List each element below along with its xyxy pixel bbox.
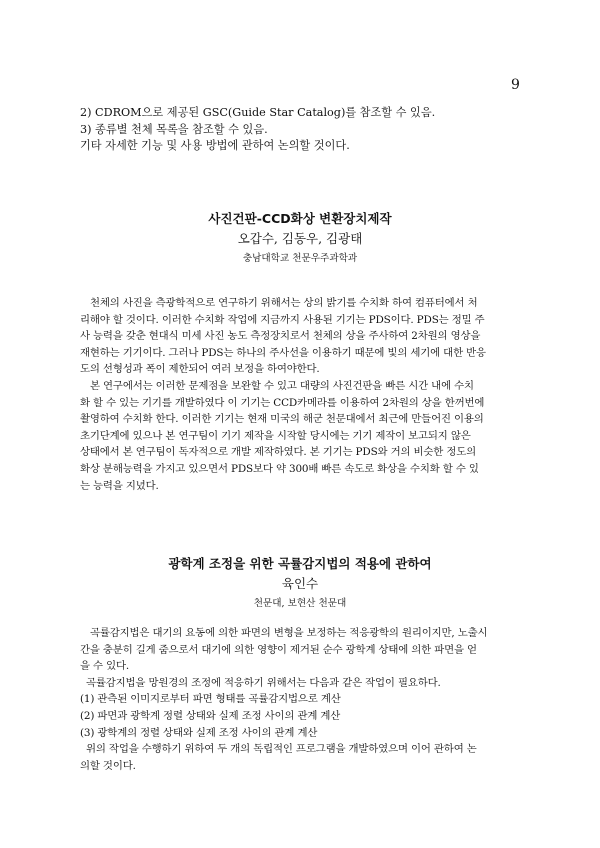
paragraph-line: 초기단계에 있으나 본 연구팀이 기기 제작을 시작할 당시에는 기기 제작이 보고되지 않은	[80, 429, 471, 442]
article-affiliation: 충남대학교 천문우주과학과	[242, 253, 358, 264]
article2-body	[80, 625, 487, 774]
top-list	[80, 105, 435, 155]
paragraph-line: 위의 작업을 수행하기 위하여 두 개의 독립적인 프로그램을 개발하였으며 이어 관하여 논	[86, 743, 477, 756]
paragraph-line: 리해야 할 것이다. 이러한 수치화 작업에 지금까지 사용된 기기는 PDS이다. PDS는 정밀 주	[80, 313, 485, 326]
paragraph-line: 사 능력을 갖춘 현대식 미세 사진 농도 측정장치로서 천체의 상을 주사하여 2차원의 영상을	[80, 330, 481, 343]
paragraph-line: 도의 선형성과 폭이 제한되어 여러 보정을 하여야한다.	[80, 363, 320, 376]
list-item: 3) 종류별 천체 목록을 참조할 수 있음.	[80, 122, 268, 136]
list-item: 2) CDROM으로 제공된 GSC(Guide Star Catalog)를 참조할 수 있음.	[80, 106, 436, 119]
paragraph-line: 천체의 사진을 측광학적으로 연구하기 위해서는 상의 밝기를 수치화 하여 컴퓨터에서 처	[90, 297, 478, 309]
paragraph-line: 의할 것이다.	[80, 759, 136, 772]
paragraph-line: 간을 충분히 길게 줌으로서 대기에 의한 영향이 제거된 순수 광학계 상태에 의한 파면을 얻	[80, 643, 477, 656]
article1-header	[0, 210, 600, 266]
paragraph-line: 곡률감지법은 대기의 요동에 의한 파면의 변형을 보정하는 적응광학의 원리이지만, 노출시	[90, 627, 488, 639]
paragraph-line: 본 연구에서는 이러한 문제점을 보완할 수 있고 대량의 사진건판을 빠른 시간 내에 수치	[90, 379, 474, 392]
list-item: 기타 자세한 기능 및 사용 방법에 관하여 논의할 것이다.	[80, 139, 350, 153]
article-authors: 오갑수, 김동우, 김광태	[237, 231, 363, 246]
paragraph-line: 곡률감지법을 망원경의 조정에 적응하기 위해서는 다음과 같은 작업이 필요하다.	[86, 676, 441, 689]
paragraph-line: 을 수 있다.	[80, 660, 130, 673]
paragraph-line: (2) 파면과 광학계 정렬 상태와 실제 조정 사이의 관계 계산	[80, 709, 341, 722]
paragraph-line: 화 할 수 있는 기기를 개발하였다 이 기기는 CCD카메라를 이용하여 2차원의 상을 한꺼번에	[80, 396, 485, 409]
page-number: 9	[511, 77, 520, 93]
paragraph-line: 는 능력을 지녔다.	[80, 479, 159, 492]
paragraph-line: (3) 광학계의 정렬 상태와 실제 조정 사이의 관계 계산	[80, 726, 318, 739]
paragraph-line: 화상 분해능력을 가지고 있으면서 PDS보다 약 300배 빠른 속도로 화상을 수치화 할 수 있	[80, 462, 479, 475]
article-title: 사진건판-CCD화상 변환장치제작	[208, 211, 392, 226]
paragraph-line: 상태에서 본 연구팀이 독자적으로 개발 제작하였다. 본 기기는 PDS와 거의 비슷한 정도의	[80, 446, 476, 459]
article2-header	[0, 555, 600, 611]
paragraph-line: 재현하는 기기이다. 그러나 PDS는 하나의 주사선을 이용하기 때문에 빛의 세기에 대한 반응	[80, 346, 486, 359]
article-title: 광학계 조정을 위한 곡률감지법의 적용에 관하여	[168, 556, 432, 571]
paragraph-line: 촬영하여 수치화 한다. 이러한 기기는 현재 미국의 해군 천문대에서 최근에 만들어진 이용의	[80, 413, 484, 426]
article-authors: 육인수	[281, 576, 319, 591]
paragraph-line: (1) 관측된 이미지로부터 파면 형태를 곡률감지법으로 계산	[80, 693, 341, 706]
article-affiliation: 천문대, 보현산 천문대	[253, 598, 347, 609]
article1-body	[80, 295, 486, 494]
